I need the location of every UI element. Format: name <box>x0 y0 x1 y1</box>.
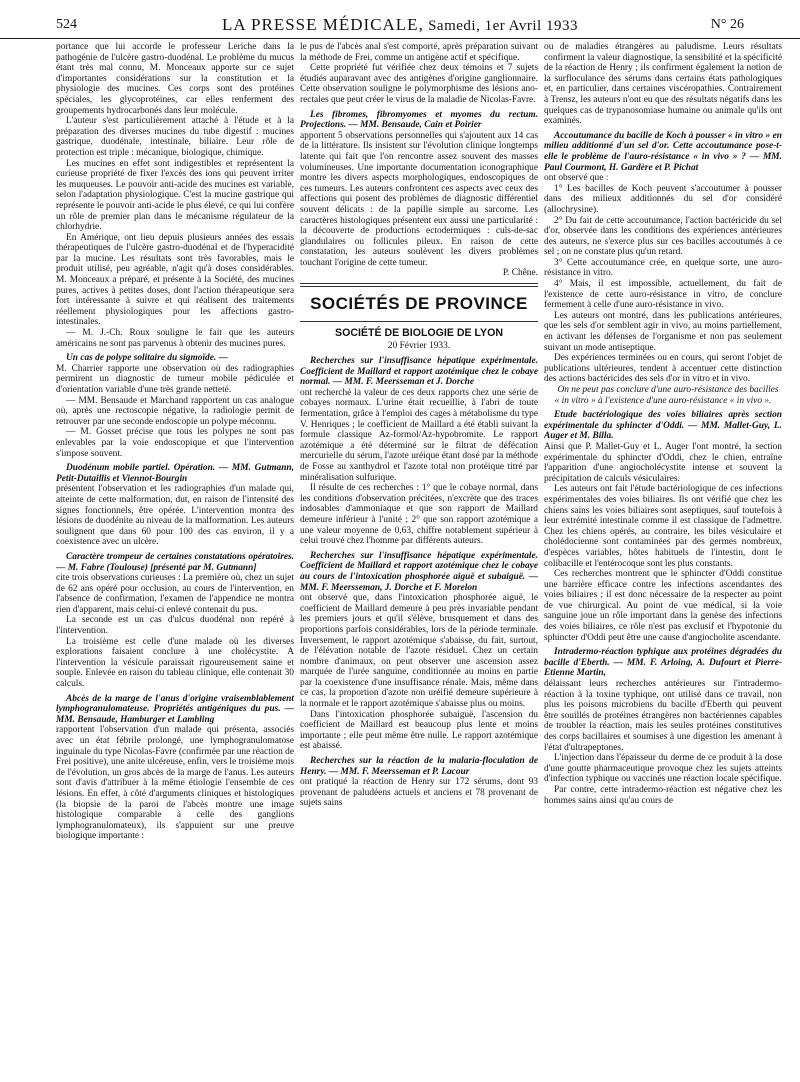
paragraph: 4° Mais, il est impossible, actuellement, du fait de l'existence de cette auro-résistance in vitro, de conclure fermement à celle d'une auro-résistance in vivo. <box>544 279 782 311</box>
paragraph: 1° Les bacilles de Koch peuvent s'accoutumer à pousser dans des milieux additionnés du sel d'or considéré (allochrysine). <box>544 183 782 215</box>
paragraph: — M. Gosset précise que tous les polypes ne sont pas enlevables par la voie endoscopique et que l'intervention s'impose souvent. <box>56 427 294 459</box>
society-title: SOCIÉTÉ DE BIOLOGIE DE LYON <box>335 327 503 340</box>
column-3 <box>544 42 782 1072</box>
paragraph: 2° Du fait de cette accoutumance, l'action bactéricide du sel d'or, observée dans les conditions des expériences antérieures des auteurs, ne s'exerce plus sur ces bacilles accoutumés à ce sel ; on ne constate plus qu'un retard. <box>544 215 782 258</box>
issue-number: N° 26 <box>710 17 744 32</box>
paragraph: — MM. Bensaude et Marchand rapportent un cas analogue où, après une rectoscopie négative, la radiologie permit de retrouver par une seconde endoscopie un polype méconnu. <box>56 395 294 427</box>
column-1 <box>56 42 294 1072</box>
paragraph: Les auteurs ont montré, dans les publications antérieures, que les sels d'or semblent agir in vivo, au moins partiellement, en activant les défenses de l'organisme et non pas seulement suivant un mode antiseptique. <box>544 310 782 353</box>
section-divider <box>300 283 538 287</box>
journal-name: LA PRESSE MÉDICALE, <box>222 15 424 34</box>
paragraph: le pus de l'abcès anal s'est comporté, après préparation suivant la méthode de Frei, comme un antigène actif et spécifique. <box>300 42 538 63</box>
article-heading: Recherches sur l'insuffisance hépatique expérimentale. Coefficient de Maillard et rapport azotémique chez le cobaye normal. — MM. F. Meersseman et J. Dorche <box>300 356 538 388</box>
author-signature: P. Chêne. <box>502 268 538 279</box>
article-heading: Etude bactériologique des voies biliaires après section expérimentale du sphincter d'Oddi. — MM. Mallet-Guy, L. Auger et M. Billa. <box>544 410 782 442</box>
paragraph: ont pratiqué la réaction de Henry sur 172 sérums, dont 93 provenant de paludéens actuels et anciens et 78 provenant de sujets sains <box>300 777 538 809</box>
paragraph: rapportent l'observation d'un malade qui présenta, associés avec un état fébrile prolongé, une lymphogranulomatose inguinale du type Nicolas-Favre (confirmée par une réaction de Frei positive), une anite ulcéreuse, enfin, vers le troisième mois de l'évolution, un gros abcès de la marge de l'anus. Les auteurs sont d'avis d'attribuer à la même étiologie l'ensemble de ces lésions. En effet, à côté d'arguments cliniques et histologiques (la biopsie de la paroi de l'abcès montre une image histologique comparable à celle des ganglions lymphogranulomateux), ils s'appuient sur une preuve biologique importante : <box>56 725 294 842</box>
paragraph: En Amérique, ont lieu depuis plusieurs années des essais thérapeutiques de l'ulcère gastro-duodénal et de l'hyperacidité par la mucine. Les résultats sont très favorables, mais le produit utilisé, peu agréable, n'agit qu'à doses considérables. M. Monceaux a préparé, et présente à la Société, des mucines pures, actives à petites doses, dont l'action thérapeutique sera fort intéressante à suivre et qui réalisent des traitements réellement physiologiques pour les affections gastro-intestinales. <box>56 232 294 328</box>
conclusion-note: On ne peut pas conclure d'une auro-résistance des bacilles « in vitro » à l'existence d'une auro-résistance « in vivo ». <box>554 385 779 406</box>
paragraph: délaissant leurs recherches antérieures sur l'intradermo-réaction à la toxine typhique, ont utilisé dans ce travail, non plus les poisons microbiens du bacille d'Eberth qui peuvent être souillés de protéines étrangères non bactériennes capables de troubler la réaction, mais les seules protéines constitutives des corps bacillaires et soumises à une digestion les amenant à l'état d'ultrapeptones. <box>544 679 782 753</box>
paragraph: Par contre, cette intradermo-réaction est négative chez les hommes sains ainsi qu'au cours de <box>544 784 782 806</box>
article-heading: Les fibromes, fibromyomes et myomes du rectum. Projections. — MM. Bensaude, Cain et Poirier <box>300 109 538 131</box>
paragraph: Les auteurs ont fait l'étude bactériologique de ces infections expérimentales des voies biliaires. Ils ont vérifié que chez les chiens sains les voies biliaires sont aseptiques, sauf toutefois à leur extrémité intestinale comme il est classique de l'admettre. Chez les chiens opérés, au contraire, les biles vésiculaire et cholédocienne sont contaminées par des germes nombreux, d'espèces variables, hôtes habituels de l'intestin, dont le colibacille et l'entérocoque sont les plus constants. <box>544 484 782 569</box>
article-heading: Un cas de polype solitaire du sigmoïde. — <box>66 353 228 364</box>
article-heading: Recherches sur l'insuffisance hépatique expérimentale. Coefficient de Maillard et rapport azotémique chez le cobaye au cours de l'intoxication phosphorée aiguë et subaiguë. — MM. F. Meersseman, J. Dorche et F. Morelon <box>300 550 538 593</box>
article-heading: Recherches sur la réaction de la malaria-floculation de Henry. — MM. F. Meersseman et P. Lacour <box>300 756 538 777</box>
paragraph: Cette propriété fut vérifiée chez deux témoins et 7 sujets étudiés auparavant avec des antigènes d'origine ganglionnaire. Cette observation souligne le polymorphisme des lésions ano-rectales que peut créer le virus de la maladie de Nicolas-Favre. <box>300 63 538 105</box>
paragraph: Ces recherches montrent que le sphincter d'Oddi constitue une barrière efficace contre les infections ascendantes des voies biliaires ; il est donc nécessaire de la respecter au point de vue chirurgical. Au point de vue médical, si la voie sanguine joue un rôle important dans la genèse des infections des voies biliaires, ce rôle n'est pas exclusif et l'hypotonie du sphincter d'Oddi peut être une cause d'angiocholite ascendante. <box>544 569 782 643</box>
paragraph: M. Charrier rapporte une observation où des radiographies permirent un diagnostic de tumeur mobile pédiculée et d'orientation variable d'une très grande netteté. <box>56 363 294 395</box>
paragraph: ont observé que : <box>544 173 609 184</box>
paragraph: Dans l'intoxication phosphorée subaiguë, l'ascension du coefficient de Maillard est beaucoup plus lente et moins importante ; elle peut même être nulle. Le rapport azotémique est abaissé. <box>300 709 538 752</box>
paragraph: Il résulte de ces recherches : 1° que le cobaye normal, dans les conditions d'observation précitées, n'excrète que des traces indosables d'ammoniaque et que son rapport de Maillard demeure inférieur à l'unité ; 2° que son rapport azotémique a une valeur moyenne de 0,63, chiffre notablement supérieur à celui trouvé chez l'homme par différents auteurs. <box>300 483 538 547</box>
issue-date: Samedi, 1er Avril 1933 <box>428 18 578 34</box>
paragraph: Des expériences terminées ou en cours, qui seront l'objet de publications ultérieures, tendent à accentuer cette distinction des actions bactéricides des sels d'or in vitro et in vivo. <box>544 353 782 385</box>
paragraph: ou de maladies étrangères au paludisme. Leurs résultats confirment la valeur diagnostique, la sensibilité et la spécificité de la réaction de Henry ; ils confirment également la notion de la surfloculance des sérums dans certains états pathologiques et, en particulier, dans certaines viscéropathies. Contrairement à Trensz, les auteurs n'ont eu que des résultats négatifs dans les quelques cas de trypanosomiase humaine ou animale qu'ils ont examinés. <box>544 42 782 127</box>
article-heading: Accoutumance du bacille de Koch à pousser « in vitro » en milieu additionné d'un sel d'or. Cette accoutumance pose-t-elle le problème de l'auro-résistance « in vivo » ? — MM. Paul Courmont, H. Gardère et P. Pichat <box>544 130 782 173</box>
article-heading: Intradermo-réaction typhique aux protéines dégradées du bacille d'Eberth. — MM. F. Arloing, A. Dufourt et Pierre-Etienne Martin, <box>544 647 782 679</box>
page-number: 524 <box>56 17 77 32</box>
article-heading: Caractère trompeur de certaines constatations opératoires. — M. Fabre (Toulouse) [présenté par M. Gutmann] <box>56 551 294 573</box>
paragraph: — M. J.-Ch. Roux souligne le fait que les auteurs américains ne sont pas parvenus à obtenir des mucines pures. <box>56 328 294 349</box>
paragraph: apportent 5 observations personnelles qui s'ajoutent aux 14 cas de la littérature. Ils insistent sur l'évolution clinique longtemps latente qui fait que l'on rencontre assez souvent des masses volumineuses. Une importante documentation iconographique montre les divers aspects morphologiques, endoscopiques de ces tumeurs. Les auteurs confrontent ces aspects avec ceux des affections qui posent des problèmes de diagnostic différentiel souvent délicats : de la papille simple au sarcome. Les caractères histologiques présentent eux aussi une particularité : la découverte de productions ectodermiques : culs-de-sac glandulaires ou follicules pileux. En raison de cette constatation, les auteurs soulèvent les divers problèmes touchant l'origine de cette tumeur. <box>300 130 538 268</box>
paragraph: Ainsi que P. Mallet-Guy et L. Auger l'ont montré, la section expérimentale du sphincter d'Oddi, chez le chien, entraîne l'apparition d'une angiocholécystite intense et souvent la précipitation de calculs vésiculaires. <box>544 441 782 484</box>
paragraph: ont recherché la valeur de ces deux rapports chez une série de cobayes normaux. L'urine était recueillie, à l'abri de toute fermentation, grâce à l'emploi des cages à métabolisme du type V. Henriques ; le coefficient de Maillard a été établi suivant la formule classique Az-formol/Az-hypobromite. Le rapport azotémique a été déterminé sur le filtrat de défécation mercurielle du sérum, l'azote uréique étant dosé par la méthode de Fosse au xanthydrol et l'azote total non protéique titré par minéralisation sulfurique. <box>300 387 538 483</box>
paragraph: présentent l'observation et les radiographies d'un malade qui, atteinte de cette malformation, dut, en raison de l'intensité des signes fonctionnels, être opérée. L'intervention montra des lésions de duodénite au niveau de la malformation. Les auteurs soulignent que dans 60 pour 100 des cas environ, il y a coexistence avec un ulcère. <box>56 484 294 548</box>
article-heading: Duodénum mobile partiel. Opération. — MM. Gutmann, Petit-Dutaillis et Viennot-Bourgin <box>56 463 294 484</box>
section-divider <box>300 321 538 322</box>
article-heading: Abcès de la marge de l'anus d'origine vraisemblablement lymphogranulomateuse. Propriétés antigéniques du pus. — MM. Bensaude, Hamburger et Lambling <box>56 693 294 725</box>
paragraph: 3° Cette accoutumance crée, en quelque sorte, une auro-résistance in vitro. <box>544 257 782 279</box>
page-header <box>0 12 800 39</box>
paragraph: L'injection dans l'épaisseur du derme de ce produit à la dose d'une goutte pharmaceutique provoque chez les sujets atteints d'infection typhique ou vaccinés une réaction locale spécifique. <box>544 753 782 785</box>
section-title: SOCIÉTÉS DE PROVINCE <box>310 294 528 314</box>
paragraph: portance que lui accorde le professeur Leriche dans la pathogénie de l'ulcère gastro-duodénal. Le problème du mucus étant très mal connu, M. Monceaux apporte sur ce sujet d'importantes considérations sur la constitution et la physiologie des mucines. Ces corps sont des protéines spéciales, les glycoprotéines, car elles renferment des groupements hydrocarbonés dans leur molécule. <box>56 42 294 116</box>
column-2 <box>300 42 538 1072</box>
paragraph: L'auteur s'est particulièrement attaché à l'étude et à la préparation des diverses mucines du tube digestif : mucines gastrique, duodénale, intestinale, biliaire. Leur rôle de protection est triple : mécanique, biologique, chimique. <box>56 116 294 158</box>
paragraph: cite trois observations curieuses : La première où, chez un sujet de 62 ans opéré pour occlusion, au cours de l'intervention, en l'absence de confirmation, l'examen de l'appendice ne montra rien d'apparent, mais celui-ci enlevé contenait du pus. <box>56 573 294 615</box>
paragraph: La troisième est celle d'une malade où les diverses explorations faisaient conclure à une cholécystite. A l'intervention la vésicule paraissait rigoureusement saine et souple. Enlevée en raison du tableau clinique, elle contenait 30 calculs. <box>56 636 294 690</box>
paragraph: ont observé que, dans l'intoxication phosphorée aiguë, le coefficient de Maillard demeure à peu près invariable pendant les premiers jours et qu'il s'élève, brusquement et dans des proportions parfois considérables, lors de la période terminale. Inversement, le rapport azotémique s'abaisse, du fait, surtout, de l'élévation notable de l'azote résiduel. Chez un certain nombre d'animaux, on peut observer une ascension assez marquée de l'urée sanguine, conditionnée au moins en partie par la coexistence d'une insuffisance rénale. Mais, même dans ce cas, la proportion d'azote non uréifié demeure supérieure à la normale et le rapport azotémique s'abaisse plus ou moins. <box>300 593 538 710</box>
session-date: 20 Février 1933. <box>387 341 451 352</box>
paragraph: La seconde est un cas d'ulcus duodénal non repéré à l'intervention. <box>56 615 294 637</box>
paragraph: Les mucines en effet sont indigestibles et représentent la curieuse propriété de fixer l'excès des ions qui peuvent irriter les muqueuses. Le pouvoir anti-acide des mucines est variable, selon l'adaptation physiologique. C'est la mucine gastrique qui représente le pouvoir anti-acide le plus élevé, ce qui lui confère un rôle de premier plan dans le mécanisme régulateur de la chlorhydrie. <box>56 158 294 233</box>
masthead <box>0 16 800 35</box>
